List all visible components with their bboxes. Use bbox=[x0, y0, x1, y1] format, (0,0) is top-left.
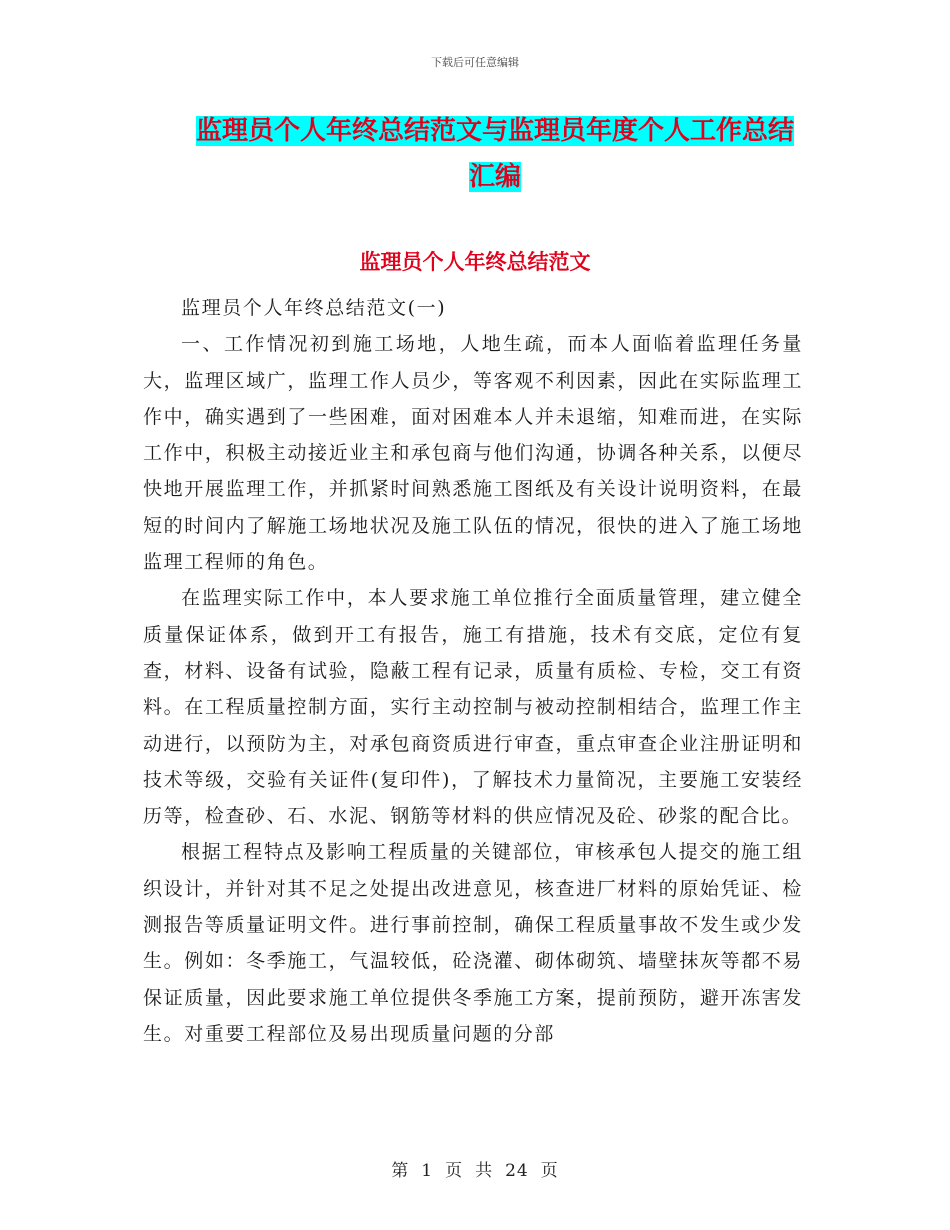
paragraph: 在监理实际工作中，本人要求施工单位推行全面质量管理，建立健全质量保证体系，做到开工有报告，施工有措施，技术有交底，定位有复查，材料、设备有试验，隐蔽工程有记录，质量有质检、专检，交工有资料。在工程质量控制方面，实行主动控制与被动控制相结合，监理工作主动进行，以预防为主，对承包商资质进行审查，重点审查企业注册证明和技术等级，交验有关证件(复印件)，了解技术力量简况，主要施工安装经历等，检查砂、石、水泥、钢筋等材料的供应情况及砼、砂浆的配合比。 bbox=[143, 587, 803, 828]
header-note: 下载后可任意编辑 bbox=[431, 56, 519, 69]
footer-page-label: 第 bbox=[391, 1161, 410, 1181]
document-body bbox=[143, 290, 803, 1052]
footer-total-label: 共 bbox=[475, 1161, 494, 1181]
paragraph-subtitle: 监理员个人年终总结范文(一) bbox=[181, 297, 447, 319]
document-title bbox=[150, 108, 840, 200]
page-footer bbox=[0, 1156, 950, 1181]
document-title-line1: 监理员个人年终总结范文与监理员年度个人工作总结 bbox=[195, 116, 794, 146]
section-title: 监理员个人年终总结范文 bbox=[359, 250, 591, 274]
document-title-line2: 汇编 bbox=[468, 162, 521, 192]
footer-page-unit: 页 bbox=[445, 1161, 464, 1181]
footer-page-total: 24 bbox=[505, 1161, 529, 1181]
footer-page-current: 1 bbox=[421, 1161, 434, 1181]
paragraph: 根据工程特点及影响工程质量的关键部位，审核承包人提交的施工组织设计，并针对其不足之处提出改进意见，核查进厂材料的原始凭证、检测报告等质量证明文件。进行事前控制，确保工程质量事故不发生或少发生。例如：冬季施工，气温较低，砼浇灌、砌体砌筑、墙壁抹灰等都不易保证质量，因此要求施工单位提供冬季施工方案，提前预防，避开冻害发生。对重要工程部位及易出现质量问题的分部 bbox=[143, 841, 803, 1045]
paragraph: 一、工作情况初到施工场地，人地生疏，而本人面临着监理任务量大，监理区域广，监理工作人员少，等客观不利因素，因此在实际监理工作中，确实遇到了一些困难，面对困难本人并未退缩，知难而进，在实际工作中，积极主动接近业主和承包商与他们沟通，协调各种关系，以便尽快地开展监理工作，并抓紧时间熟悉施工图纸及有关设计说明资料，在最短的时间内了解施工场地状况及施工队伍的情况，很快的进入了施工场地监理工程师的角色。 bbox=[143, 333, 803, 574]
footer-total-unit: 页 bbox=[540, 1161, 559, 1181]
